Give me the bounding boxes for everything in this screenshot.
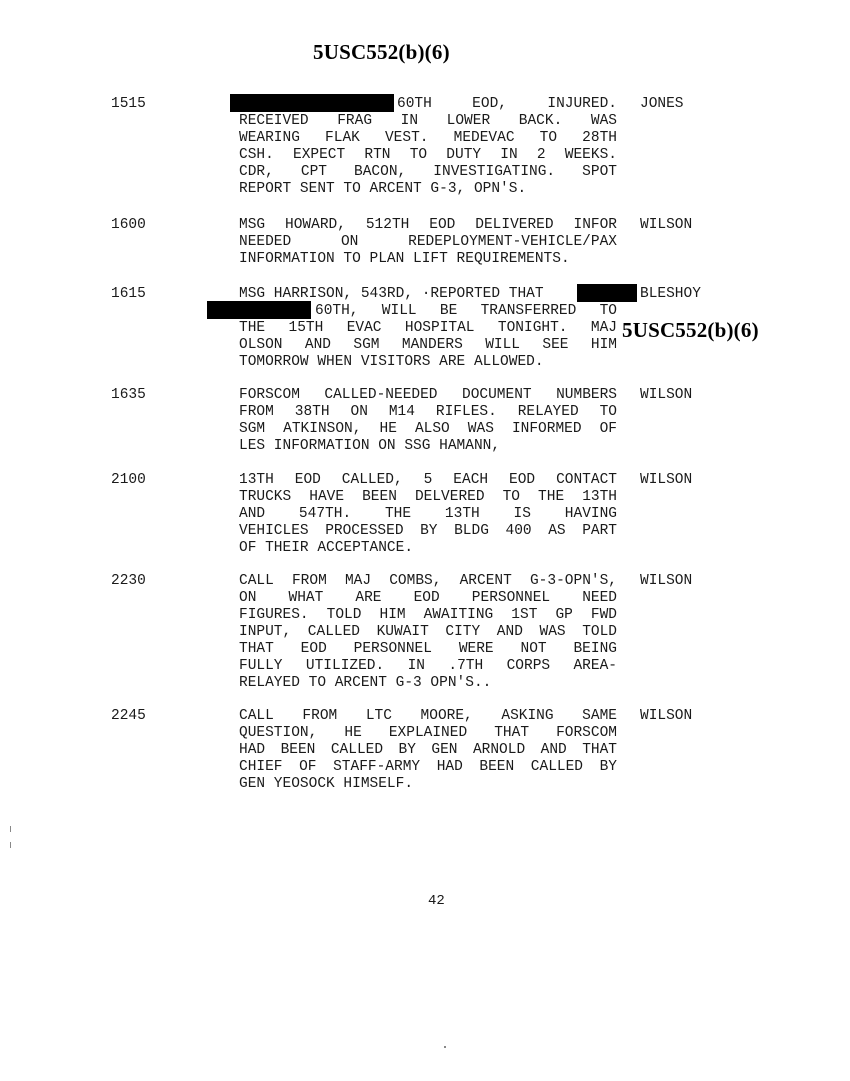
log-line: RECEIVED FRAG IN LOWER BACK. WAS [239,113,617,129]
log-line: WEARING FLAK VEST. MEDEVAC TO 28TH [239,130,617,146]
log-line: TOMORROW WHEN VISITORS ARE ALLOWED. [239,354,544,370]
log-line: MSG HARRISON, 543RD, ·REPORTED THAT [239,286,544,302]
scan-speck [10,842,11,848]
log-line: OF THEIR ACCEPTANCE. [239,540,414,556]
log-time: 2100 [111,472,146,488]
log-line: CHIEF OF STAFF-ARMY HAD BEEN CALLED BY [239,759,617,775]
log-line: 60TH EOD, INJURED. [397,96,617,112]
log-line: RELAYED TO ARCENT G-3 OPN'S.. [239,675,492,691]
log-entry-text [239,708,617,793]
scan-speck [444,1046,446,1048]
log-line: NEEDED ON REDEPLOYMENT-VEHICLE/PAX [239,234,617,250]
log-author: WILSON [640,708,693,724]
log-line: FIGURES. TOLD HIM AWAITING 1ST GP FWD [239,607,617,623]
log-author: WILSON [640,573,693,589]
log-time: 1515 [111,96,146,112]
log-line: FORSCOM CALLED-NEEDED DOCUMENT NUMBERS [239,387,617,403]
log-author: BLESHOY [640,286,701,302]
log-author: WILSON [640,472,693,488]
log-line: TRUCKS HAVE BEEN DELVERED TO THE 13TH [239,489,617,505]
log-line: INPUT, CALLED KUWAIT CITY AND WAS TOLD [239,624,617,640]
log-time: 2245 [111,708,146,724]
log-line: THE 15TH EVAC HOSPITAL TONIGHT. MAJ [239,320,617,336]
log-line: CALL FROM LTC MOORE, ASKING SAME [239,708,617,724]
log-line: 60TH, WILL BE TRANSFERRED TO [315,303,617,319]
log-line: FULLY UTILIZED. IN .7TH CORPS AREA- [239,658,617,674]
log-line: FROM 38TH ON M14 RIFLES. RELAYED TO [239,404,617,420]
log-entry-text [239,573,617,692]
log-line: OLSON AND SGM MANDERS WILL SEE HIM [239,337,617,353]
foia-exemption-stamp: 5USC552(b)(6) [313,40,450,64]
log-line: LES INFORMATION ON SSG HAMANN, [239,438,501,454]
log-line: INFORMATION TO PLAN LIFT REQUIREMENTS. [239,251,570,267]
log-time: 2230 [111,573,146,589]
log-line: HAD BEEN CALLED BY GEN ARNOLD AND THAT [239,742,617,758]
foia-exemption-stamp: 5USC552(b)(6) [622,318,759,342]
log-line: CSH. EXPECT RTN TO DUTY IN 2 WEEKS. [239,147,617,163]
log-line: QUESTION, HE EXPLAINED THAT FORSCOM [239,725,617,741]
log-line: VEHICLES PROCESSED BY BLDG 400 AS PART [239,523,617,539]
log-line: THAT EOD PERSONNEL WERE NOT BEING [239,641,617,657]
log-entry-text [239,96,617,198]
log-line: CDR, CPT BACON, INVESTIGATING. SPOT [239,164,617,180]
log-line: AND 547TH. THE 13TH IS HAVING [239,506,617,522]
log-line: MSG HOWARD, 512TH EOD DELIVERED INFOR [239,217,617,233]
log-line: GEN YEOSOCK HIMSELF. [239,776,414,792]
log-line: CALL FROM MAJ COMBS, ARCENT G-3-OPN'S, [239,573,617,589]
log-author: WILSON [640,387,693,403]
log-entry-text [239,387,617,455]
log-line: SGM ATKINSON, HE ALSO WAS INFORMED OF [239,421,617,437]
log-author: WILSON [640,217,693,233]
page-number: 42 [428,893,445,909]
log-time: 1635 [111,387,146,403]
scan-speck [10,826,11,832]
log-time: 1600 [111,217,146,233]
log-entry-text [239,217,617,268]
log-line: 13TH EOD CALLED, 5 EACH EOD CONTACT [239,472,617,488]
log-author: JONES [640,96,684,112]
log-entry-text [239,286,617,371]
log-line: ON WHAT ARE EOD PERSONNEL NEED [239,590,617,606]
log-line: REPORT SENT TO ARCENT G-3, OPN'S. [239,181,527,197]
log-time: 1615 [111,286,146,302]
log-entry-text [239,472,617,557]
